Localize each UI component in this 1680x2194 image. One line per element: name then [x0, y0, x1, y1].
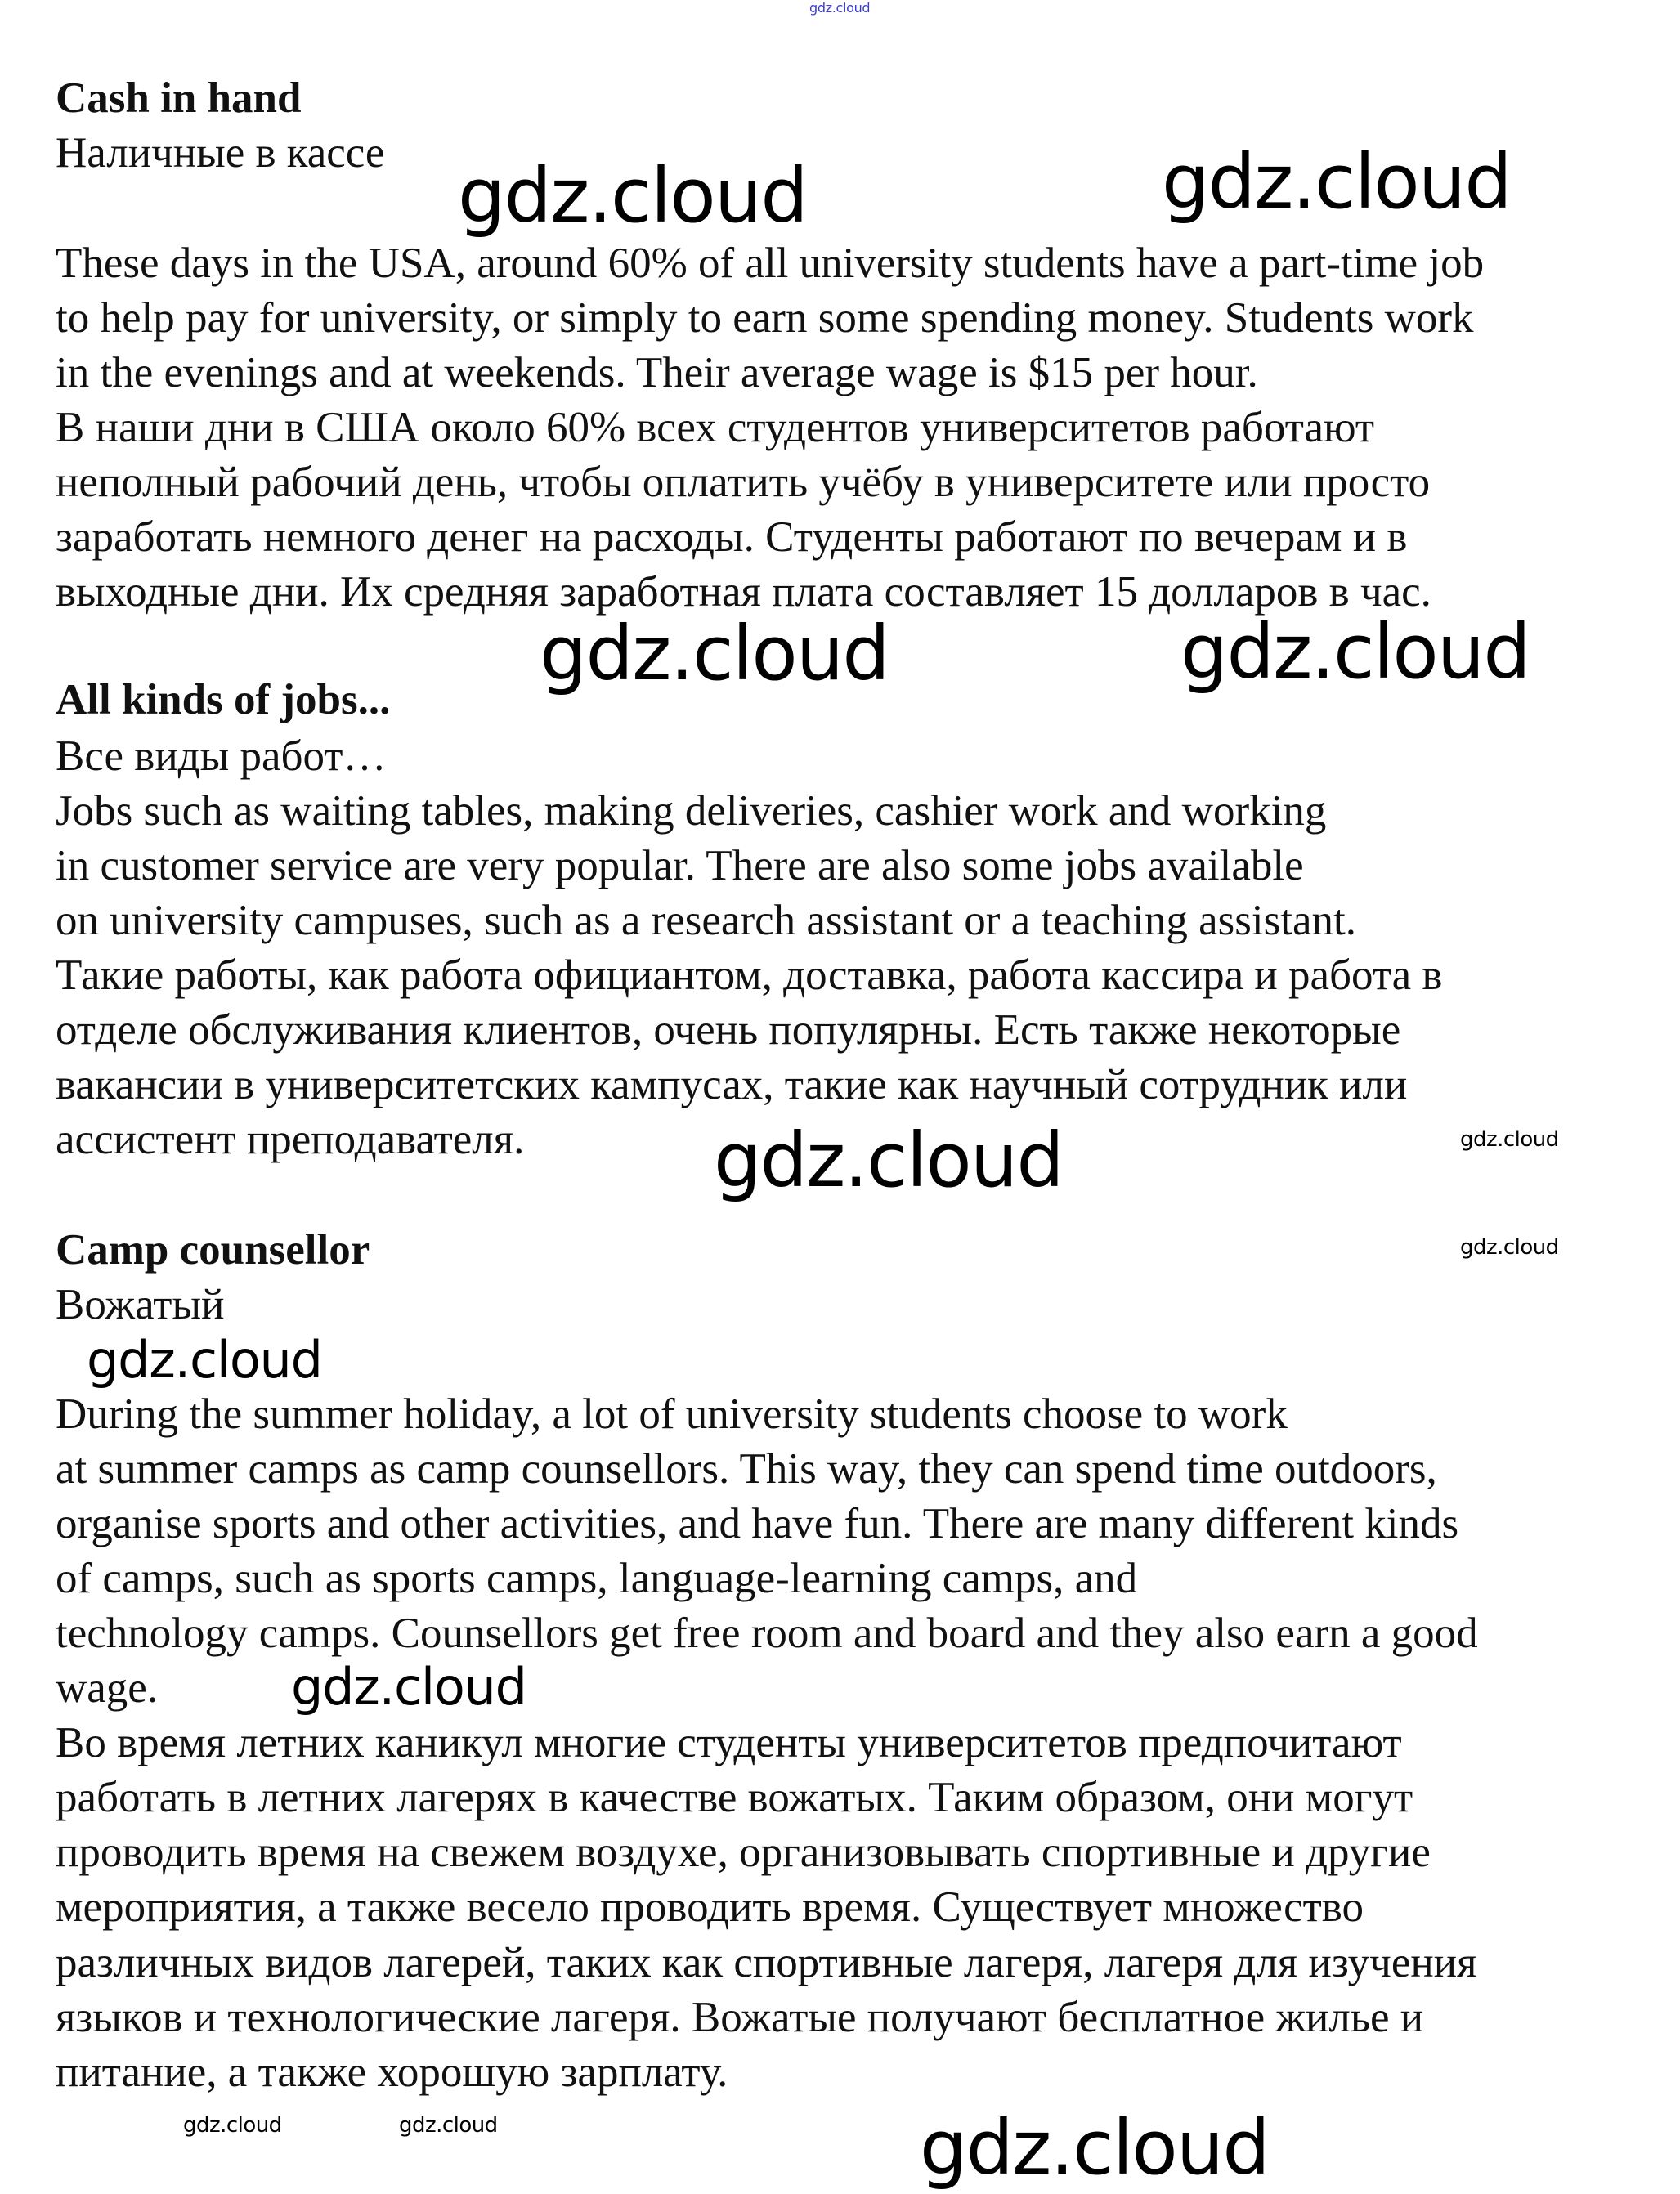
watermark: gdz.cloud — [714, 1117, 1063, 1204]
section-subtitle: Наличные в кассе — [56, 128, 385, 177]
paragraph-line: in customer service are very popular. There are also some jobs available — [56, 841, 1304, 889]
paragraph-line: Jobs such as waiting tables, making deliveries, cashier work and working — [56, 786, 1327, 835]
section-subtitle: Все виды работ… — [56, 732, 387, 780]
watermark: gdz.cloud — [1460, 1127, 1559, 1152]
watermark: gdz.cloud — [458, 152, 807, 240]
watermark: gdz.cloud — [399, 2113, 498, 2138]
watermark: gdz.cloud — [1460, 1235, 1559, 1260]
paragraph-line: выходные дни. Их средняя заработная плата составляет 15 долларов в час. — [56, 568, 1431, 616]
watermark: gdz.cloud — [540, 610, 889, 697]
paragraph-line: on university campuses, such as a research assistant or a teaching assistant. — [56, 896, 1357, 944]
paragraph-line: неполный рабочий день, чтобы оплатить учёбу в университете или просто — [56, 458, 1431, 506]
paragraph-line: organise sports and other activities, and have fun. There are many different kinds — [56, 1499, 1459, 1547]
section-heading: All kinds of jobs... — [56, 675, 391, 723]
paragraph-line: of camps, such as sports camps, language-learning camps, and — [56, 1554, 1138, 1602]
section-subtitle: Вожатый — [56, 1280, 225, 1328]
watermark: gdz.cloud — [920, 2104, 1269, 2192]
paragraph-line: Такие работы, как работа официантом, доставка, работа кассира и работа в — [56, 951, 1443, 999]
watermark: gdz.cloud — [183, 2113, 282, 2138]
section-heading: Cash in hand — [56, 74, 302, 122]
paragraph-line: wage. — [56, 1664, 159, 1712]
section-heading: Camp counsellor — [56, 1225, 370, 1274]
paragraph-line: проводить время на свежем воздухе, организовывать спортивные и другие — [56, 1829, 1431, 1877]
watermark: gdz.cloud — [1180, 608, 1530, 696]
paragraph-line: заработать немного денег на расходы. Студенты работают по вечерам и в — [56, 513, 1408, 561]
paragraph-line: in the evenings and at weekends. Their average wage is $15 per hour. — [56, 348, 1258, 396]
paragraph-line: to help pay for university, or simply to earn some spending money. Students work — [56, 293, 1474, 342]
paragraph-line: at summer camps as camp counsellors. This way, they can spend time outdoors, — [56, 1444, 1437, 1493]
watermark: gdz.cloud — [809, 0, 871, 16]
paragraph-line: различных видов лагерей, таких как спортивные лагеря, лагеря для изучения — [56, 1938, 1477, 1986]
paragraph-line: These days in the USA, around 60% of all university students have a part-time job — [56, 239, 1485, 287]
paragraph-line: Во время летних каникул многие студенты университетов предпочитают — [56, 1719, 1402, 1767]
paragraph-line: В наши дни в США около 60% всех студентов университетов работают — [56, 403, 1375, 451]
paragraph-line: языков и технологические лагеря. Вожатые получают бесплатное жилье и — [56, 1993, 1424, 2041]
watermark: gdz.cloud — [87, 1330, 322, 1390]
paragraph-line: отделе обслуживания клиентов, очень популярны. Есть также некоторые — [56, 1005, 1401, 1054]
paragraph-line: мероприятия, а также весело проводить время. Существует множество — [56, 1883, 1364, 1932]
watermark: gdz.cloud — [291, 1657, 526, 1717]
paragraph-line: ассистент преподавателя. — [56, 1116, 525, 1164]
watermark: gdz.cloud — [1162, 138, 1511, 226]
paragraph-line: technology camps. Counsellors get free room and board and they also earn a good — [56, 1609, 1478, 1657]
paragraph-line: During the summer holiday, a lot of university students choose to work — [56, 1390, 1288, 1438]
paragraph-line: питание, а также хорошую зарплату. — [56, 2048, 728, 2096]
paragraph-line: вакансии в университетских кампусах, такие как научный сотрудник или — [56, 1061, 1408, 1108]
paragraph-line: работать в летних лагерях в качестве вожатых. Таким образом, они могут — [56, 1774, 1413, 1822]
